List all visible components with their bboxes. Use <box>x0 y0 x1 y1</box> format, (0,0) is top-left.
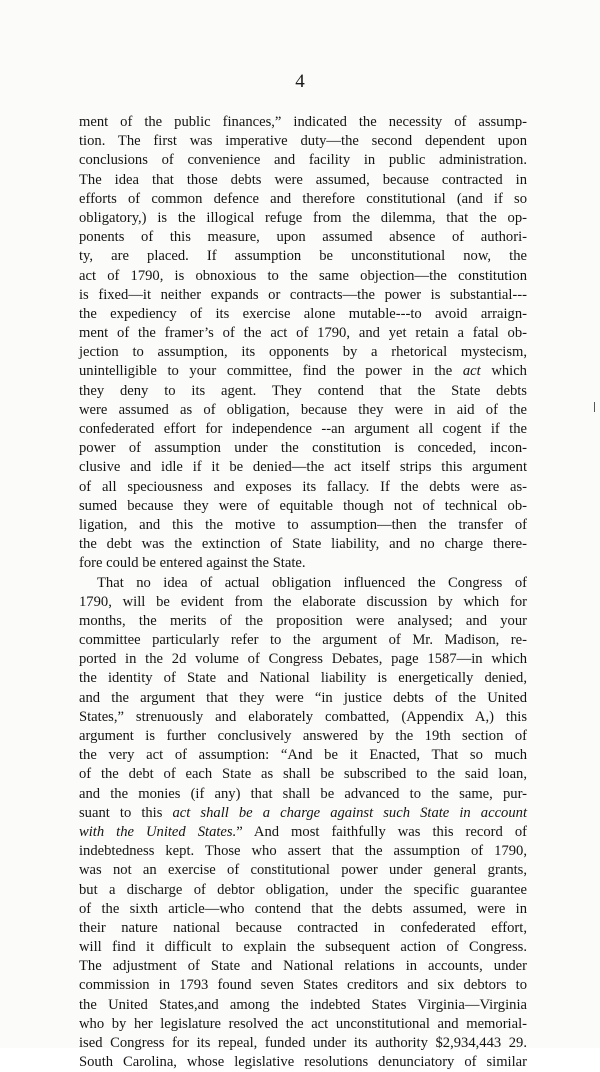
text-line <box>79 151 527 170</box>
text-segment: power of assumption under the constitution is conceded, incon- <box>79 440 527 457</box>
text-line <box>79 957 527 976</box>
text-segment: ised Congress for its repeal, funded under its authority $2,934,443 29. <box>79 1035 527 1051</box>
text-segment: ponents of this measure, upon assumed absence of authori- <box>79 229 527 246</box>
text-segment: suant to this <box>79 804 173 821</box>
text-segment: argument is further conclusively answered by the 19th section of <box>79 728 527 744</box>
page-number: 4 <box>295 71 305 92</box>
text-line <box>79 382 527 401</box>
text-line <box>79 1053 527 1072</box>
text-segment: States,” strenuously and elaborately combatted, (Appendix A,) this <box>79 708 527 725</box>
text-line <box>79 574 527 593</box>
text-line <box>79 765 527 784</box>
text-line <box>79 669 527 688</box>
text-line <box>79 823 527 842</box>
text-segment: 1790, will be evident from the elaborate discussion by which for <box>79 593 527 610</box>
text-line <box>79 938 527 957</box>
text-line <box>79 1034 527 1053</box>
italic-text: with the United States. <box>79 823 237 840</box>
text-segment: the debt was the extinction of State liability, and no charge there- <box>79 536 527 553</box>
text-segment: the expediency of its exercise alone mutable---to avoid arraign- <box>79 305 527 322</box>
text-segment: The adjustment of State and National relations in accounts, under <box>79 958 527 975</box>
text-segment: and the monies (if any) that shall be advanced to the same, pur- <box>79 785 527 802</box>
text-segment: unintelligible to your committee, find the power in the <box>79 363 463 380</box>
text-line <box>79 190 527 209</box>
text-segment: who by her legislature resolved the act unconstitutional and memorial- <box>79 1015 527 1032</box>
text-segment: ligation, and this the motive to assumption—then the transfer of <box>79 516 527 533</box>
text-line <box>79 324 527 343</box>
text-segment: South Carolina, whose legislative resolutions denunciatory of similar <box>79 1054 527 1071</box>
text-line <box>79 420 527 439</box>
text-segment: of the debt of each State as shall be subscribed to the said loan, <box>79 766 527 783</box>
text-segment: That no idea of actual obligation influenced the Congress of <box>97 574 527 591</box>
text-segment: their nature national because contracted in confederated effort, <box>79 919 527 936</box>
text-segment: of all speciousness and exposes its fallacy. If the debts were as- <box>79 478 527 495</box>
text-segment: obligatory,) is the illogical refuge from the dilemma, that the op- <box>79 209 527 226</box>
italic-text: act <box>462 363 481 380</box>
text-segment: will find it difficult to explain the subsequent action of Congress. <box>79 939 527 956</box>
text-line <box>79 171 527 190</box>
text-line <box>79 881 527 900</box>
text-line <box>79 612 527 631</box>
text-line <box>79 516 527 535</box>
text-line <box>79 401 527 420</box>
text-line <box>79 727 527 746</box>
text-line <box>79 362 527 381</box>
text-segment: they deny to its agent. They contend that the State debts <box>79 382 527 399</box>
text-line <box>79 535 527 554</box>
text-segment: ment of the public finances,” indicated the necessity of assump- <box>79 114 527 130</box>
text-line <box>79 996 527 1015</box>
text-line <box>79 1015 527 1034</box>
text-segment: The idea that those debts were assumed, because contracted in <box>79 171 527 188</box>
text-segment: commission in 1793 found seven States creditors and six debtors to <box>79 977 527 994</box>
text-segment: months, the merits of the proposition were analysed; and your <box>79 612 527 629</box>
text-segment: the United States,and among the indebted States Virginia—Virginia <box>79 996 527 1013</box>
text-line <box>79 842 527 861</box>
text-line <box>79 746 527 765</box>
text-line <box>79 785 527 804</box>
italic-text: act shall be a charge against such State in account <box>172 804 527 821</box>
text-line <box>79 804 527 823</box>
text-segment: the identity of State and National liability is energetically denied, <box>79 670 527 687</box>
text-line <box>79 497 527 516</box>
text-line <box>79 708 527 727</box>
text-segment: were assumed as of obligation, because they were in aid of the <box>79 401 527 418</box>
text-segment: jection to assumption, its opponents by a rhetorical mystecism, <box>79 344 527 361</box>
text-segment: of the sixth article—who contend that the debts assumed, were in <box>79 900 527 917</box>
text-line <box>79 286 527 305</box>
text-line <box>79 305 527 324</box>
text-segment: ty, are placed. If assumption be unconstitutional now, the <box>79 248 527 265</box>
text-line <box>79 458 527 477</box>
text-line <box>79 593 527 612</box>
text-segment: ” And most faithfully was this record of <box>236 823 527 840</box>
text-segment: committee particularly refer to the argument of Mr. Madison, re- <box>79 632 527 649</box>
text-line <box>79 919 527 938</box>
text-line <box>79 976 527 995</box>
text-segment: was not an exercise of constitutional power under general grants, <box>79 862 527 879</box>
text-segment: the very act of assumption: “And be it Enacted, That so much <box>79 747 527 764</box>
text-line <box>79 861 527 880</box>
text-line <box>79 689 527 708</box>
text-segment: but a discharge of debtor obligation, under the specific guarantee <box>79 881 527 898</box>
text-segment: efforts of common defence and therefore constitutional (and if so <box>79 190 527 207</box>
text-line <box>79 439 527 458</box>
text-segment: is fixed—it neither expands or contracts—the power is substantial--- <box>79 286 527 303</box>
text-segment: confederated effort for independence --an argument all cogent if the <box>79 421 527 437</box>
text-line <box>79 631 527 650</box>
text-segment: fore could be entered against the State. <box>79 555 306 572</box>
text-segment: ported in the 2d volume of Congress Debates, page 1587—in which <box>79 651 527 668</box>
text-segment: act of 1790, is obnoxious to the same objection—the constitution <box>79 267 527 284</box>
text-segment: and the argument that they were “in justice debts of the United <box>79 689 527 706</box>
text-segment: clusive and idle if it be denied—the act itself strips this argument <box>79 459 527 476</box>
text-segment: sumed because they were of equitable though not of technical ob- <box>79 497 527 514</box>
text-line <box>79 900 527 919</box>
text-line <box>79 343 527 362</box>
body-text <box>79 113 527 1072</box>
text-line <box>79 478 527 497</box>
text-line <box>79 132 527 151</box>
text-segment: which <box>480 363 527 380</box>
text-line <box>79 554 527 573</box>
margin-mark <box>594 402 595 412</box>
text-segment: indebtedness kept. Those who assert that the assumption of 1790, <box>79 843 527 860</box>
text-line <box>79 247 527 266</box>
text-segment: conclusions of convenience and facility in public administration. <box>79 152 527 169</box>
text-segment: tion. The first was imperative duty—the second dependent upon <box>79 133 527 150</box>
text-line <box>79 228 527 247</box>
text-segment: ment of the framer’s of the act of 1790, and yet retain a fatal ob- <box>79 325 527 342</box>
text-line <box>79 113 527 132</box>
text-line <box>79 650 527 669</box>
text-line <box>79 267 527 286</box>
text-line <box>79 209 527 228</box>
